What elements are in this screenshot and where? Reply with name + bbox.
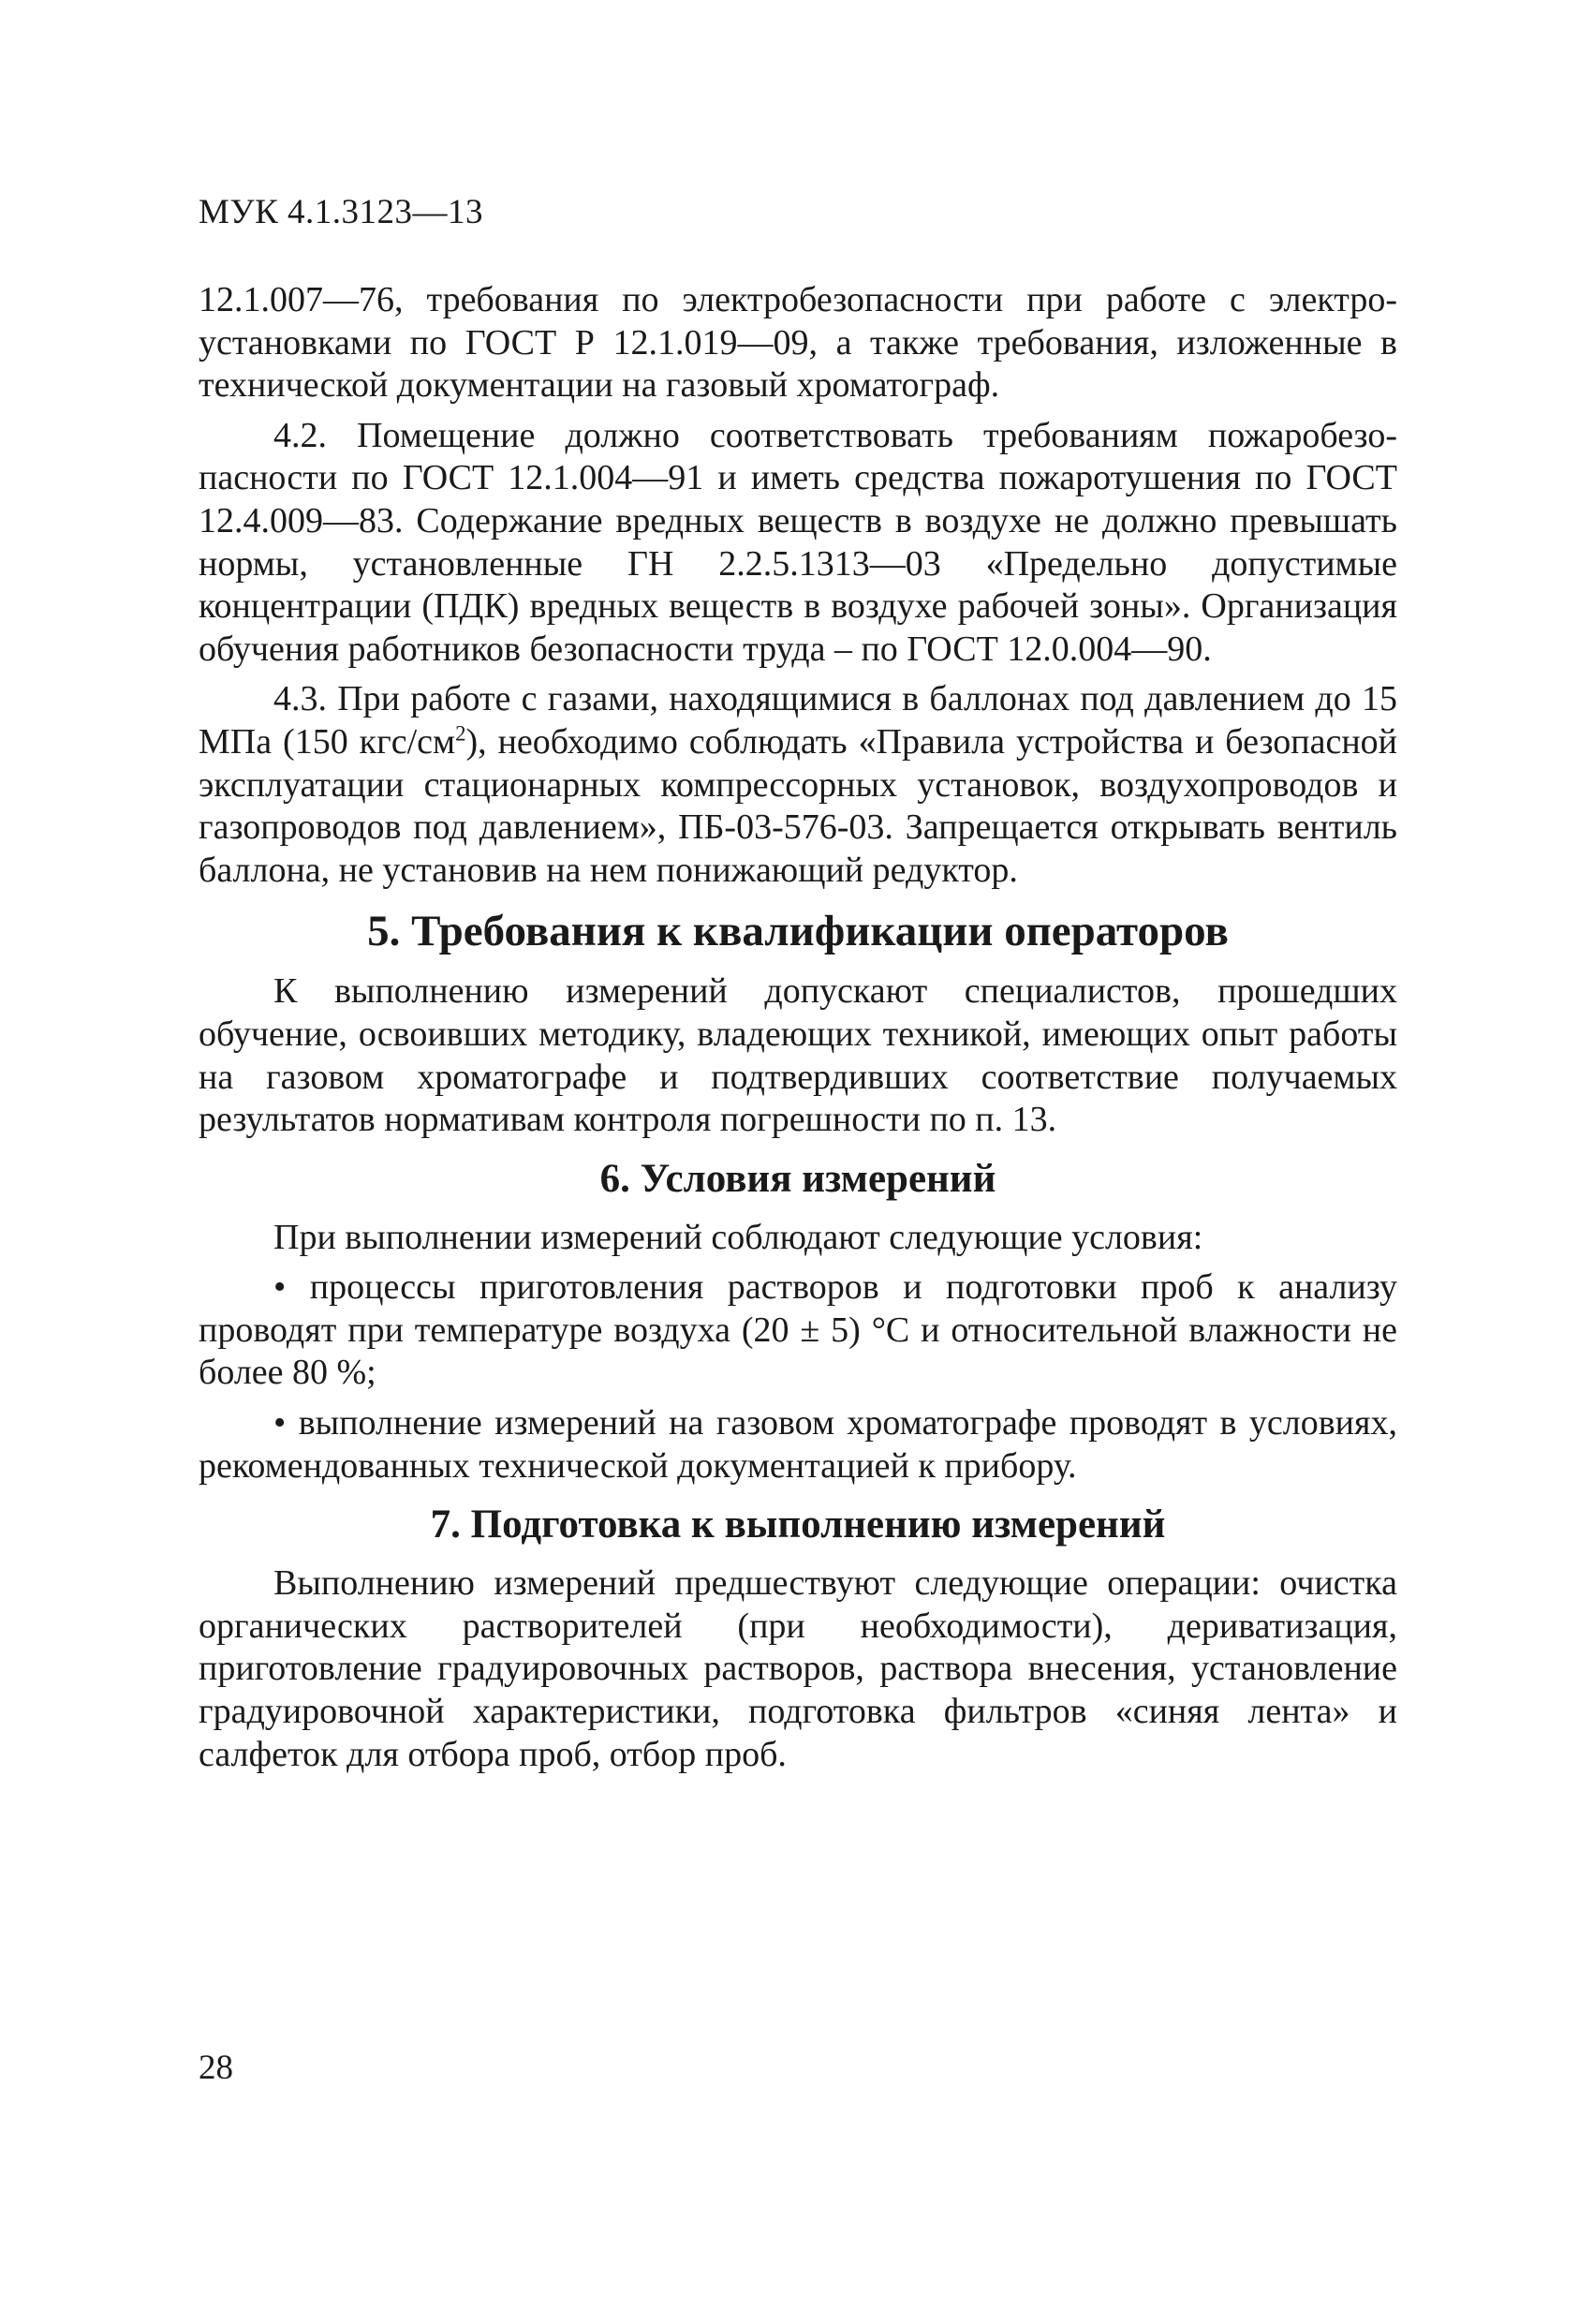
document-code-header: МУК 4.1.3123—13 [199,193,484,231]
section-5-heading: 5. Требования к квалификации операторов [367,907,1229,956]
list-item-6-2: • выполнение измерений на газовом хроматографе проводят в условиях, рекомендованных технической документацией к прибору. [199,1403,1397,1486]
paragraph-4-2: 4.2. Помещение должно соответствовать требованиям пожаробезопасности по ГОСТ 12.1.004—91 и иметь средства пожаротушения по ГОСТ 12.4.009—83. Содержание вредных веществ в воздухе не должно превышать нормы, установленные ГН 2.2.5.1313—03 «Предельно допустимые концентрации (ПДК) вредных веществ в воздухе рабочей зоны». Организация обучения работников безопасности труда – по ГОСТ 12.0.004—90. [199,415,1397,669]
section-7-heading: 7. Подготовка к выполнению измерений [430,1502,1166,1547]
document-body [199,279,1397,1784]
list-item-6-1: • процессы приготовления растворов и подготовки проб к анализу проводят при температуре воздуха (20 ± 5) °С и относительной влажности не более 80 %; [199,1267,1397,1393]
paragraph-continuation: 12.1.007—76, требования по электробезопасности при работе с электроустановками по ГОСТ Р 12.1.019—09, а также требования, изложенные в технической документации на газовый хроматограф. [199,280,1397,406]
paragraph-7: Выполнению измерений предшествуют следующие операции: очистка органических растворителей (при необходимости), дериватизация, приготовление градуировочных растворов, раствора внесения, установление градуировочной характеристики, подготовка фильтров «синяя лента» и салфеток для отбора проб, отбор проб. [199,1563,1397,1774]
page-number: 28 [199,2049,233,2087]
paragraph-4-3-part-1: 4.3. При работе с газами, находящимися в баллонах под давлением до 15 МПа (150 кгс/см [199,679,1397,762]
superscript-2: 2 [455,721,466,746]
section-6-heading: 6. Условия измерений [599,1156,996,1201]
paragraph-4-3 [199,678,1397,892]
paragraph-4-3-part-2: ), необходимо соблюдать «Правила устройства и безопасной эксплуатации стационарных компрессорных установок, воздухопроводов и газопроводов под давлением», ПБ-03-576-03. Запрещается открывать вентиль баллона, не установив на нем понижающий редуктор. [199,721,1397,890]
paragraph-6-intro: При выполнении измерений соблюдают следующие условия: [273,1217,1203,1257]
paragraph-5: К выполнению измерений допускают специалистов, прошедших обучение, освоивших методику, владеющих техникой, имеющих опыт работы на газовом хроматографе и подтвердивших соответствие получаемых результатов нормативам контроля погрешности по п. 13. [199,971,1397,1140]
